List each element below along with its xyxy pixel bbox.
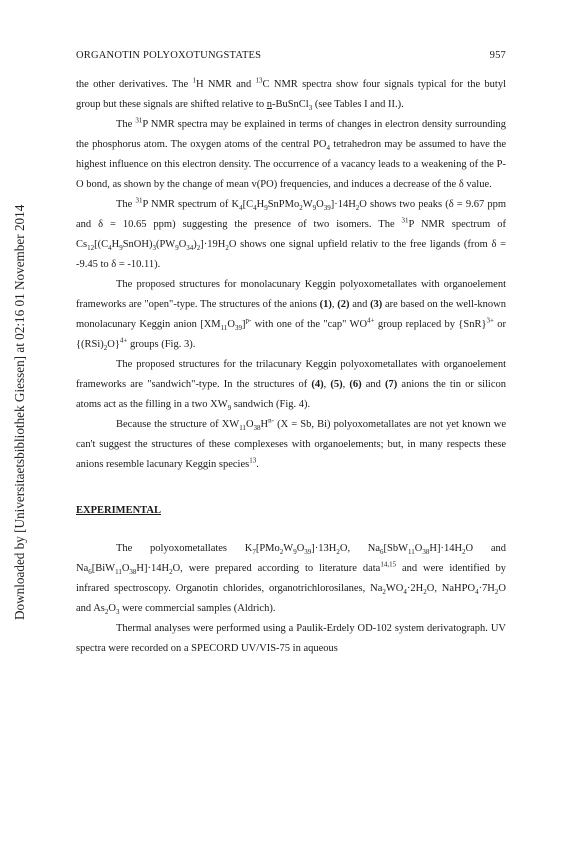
download-notice: Downloaded by [Universitaetsbibliothek Giessen] at 02:16 01 November 2014 bbox=[12, 204, 27, 620]
paragraph-3: The $^{31}$P NMR spectrum of $K_4[C_4H_9SnPMo_2W_9O_{39}]\cdot 14H_2O$ shows two peaks (δ = 9.67 ppm and δ = 10.65 ppm) suggesting the presence of two isomers. The $^{31}$P NMR spectrum of $Cs_{12}[(C_4H_9SnOH)_3(PW_9O_{34})_2]\cdot 19H_2O$ shows one signal upfield relativ to the free ligands (from δ = -9.45 to δ = -10.11). bbox=[76, 196, 506, 270]
download-watermark bbox=[10, 150, 30, 620]
paragraph-5: The proposed structures for the trilacunary Keggin polyoxometallates with organoelement frameworks are "sandwich"-type. In the structures of (4), (5), (6) and (7) anions the tin or silicon atoms act as the filling in a two $XW_9$ sandwich (Fig. 4). bbox=[76, 359, 506, 413]
paragraph-4: The proposed structures for monolacunary Keggin polyoxometallates with organoelement frameworks are "open"-type. The structures of the anions (1), (2) and (3) are based on the well-known monolacunary Keggin anion $[XM_{11}O_{39}]^{p-}$ with one of the "cap" $WO^{4+}$ group replaced by {SnR}$^{3+}$ or $\{(RSi)_2O\}^{4+}$ groups (Fig. 3). bbox=[76, 279, 507, 353]
running-title: ORGANOTIN POLYOXOTUNGSTATES bbox=[76, 50, 262, 61]
page-number: 957 bbox=[489, 50, 506, 61]
paragraph-8: Thermal analyses were performed using a Paulik-Erdely OD-102 system derivatograph. UV spectra were recorded on a SPECORD UV/VIS-75 in aqueous bbox=[76, 623, 506, 654]
page-body bbox=[76, 75, 506, 659]
paragraph-6: Because the structure of $XW_{11}O_{38}H^{n-}$ (X = Sb, Bi) polyoxometallates are not yet known we can't suggest the structures of these complexeses with organoelements; but, in many respects these anions resemble lacunary Keggin species$^{13}$. bbox=[76, 416, 506, 470]
paragraph-7: The polyoxometallates $K_7[PMo_2W_9O_{39}]\cdot 13H_2O$, $Na_6[SbW_{11}O_{38}H]\cdot 14H_2O$ and $Na_6[BiW_{11}O_{38}H]\cdot 14H_2O$, were prepared according to literature data$^{14,15}$ and were identified by infrared spectroscopy. Organotin chlorides, organotrichlorosilanes, $Na_2WO_4\cdot 2H_2O$, $NaHPO_4\cdot 7H_2O$ and $As_2O_3$ were commercial samples (Aldrich). bbox=[76, 543, 507, 617]
running-header bbox=[76, 50, 506, 66]
paragraph-1: the other derivatives. The $^1$H NMR and $^{13}$C NMR spectra show four signals typical for the butyl group but these signals are shifted relative to n-BuSnCl$_3$ (see Tables I and II.). bbox=[76, 76, 507, 113]
section-heading: EXPERIMENTAL bbox=[76, 505, 161, 516]
paragraph-2: The $^{31}$P NMR spectra may be explained in terms of changes in electron density surrounding the phosphorus atom. The oxygen atoms of the central $PO_4$ tetrahedron may be assumed to have the highest influence on this electron density. The occurrence of a vacancy leads to a weakening of the P-O bond, as shown by the change of mean v(PO) frequencies, and induces a decrease of the δ value. bbox=[76, 116, 507, 190]
